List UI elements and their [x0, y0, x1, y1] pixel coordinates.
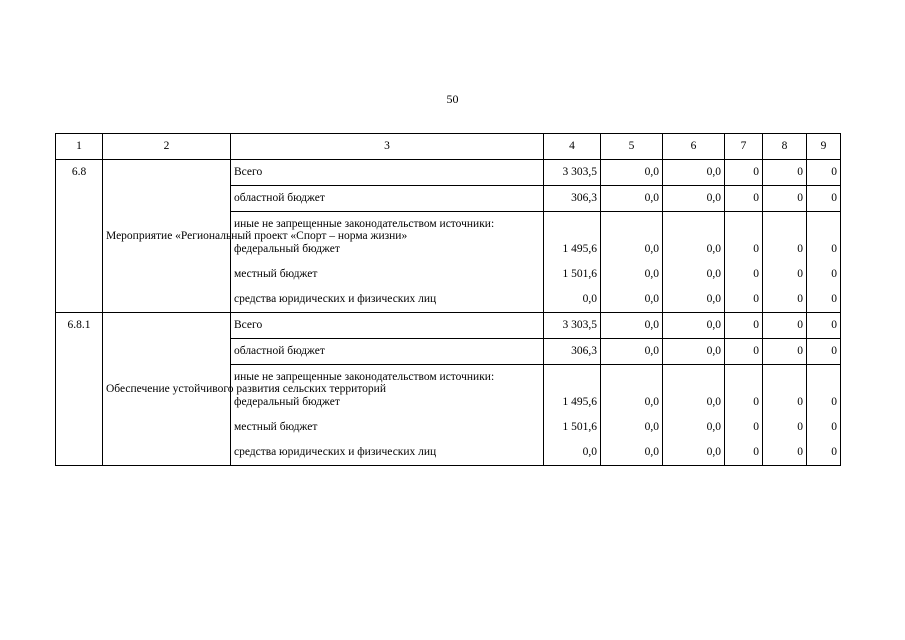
- cell-value: 0: [725, 415, 763, 440]
- cell-value: 0: [807, 440, 841, 466]
- cell-value: 0: [725, 186, 763, 212]
- cell-value: 0: [807, 262, 841, 287]
- section-title: Мероприятие «Региональный проект «Спорт – норма жизни»: [103, 160, 231, 313]
- header-cell: 7: [725, 134, 763, 160]
- cell-value: 0,0: [601, 186, 663, 212]
- cell-value: 0,0: [663, 262, 725, 287]
- cell-value: 0: [725, 160, 763, 186]
- row-label: местный бюджет: [231, 415, 544, 440]
- row-label: областной бюджет: [231, 339, 544, 365]
- cell-value: 0,0: [663, 339, 725, 365]
- cell-value: 0,0: [601, 440, 663, 466]
- cell-value: 0,0: [601, 313, 663, 339]
- cell-value: 0,0: [601, 339, 663, 365]
- cell-value: 0,0: [601, 287, 663, 313]
- header-cell: 1: [56, 134, 103, 160]
- cell-value: 3 303,5: [544, 160, 601, 186]
- cell-value: 0,0: [663, 160, 725, 186]
- cell-value: [763, 365, 807, 391]
- cell-value: 0: [807, 313, 841, 339]
- cell-value: [807, 365, 841, 391]
- cell-value: 0: [763, 160, 807, 186]
- header-cell: 8: [763, 134, 807, 160]
- cell-value: 0: [725, 237, 763, 262]
- cell-value: 306,3: [544, 339, 601, 365]
- cell-value: 0: [725, 339, 763, 365]
- cell-value: 0: [807, 287, 841, 313]
- cell-value: 1 501,6: [544, 262, 601, 287]
- row-label: средства юридических и физических лиц: [231, 440, 544, 466]
- header-cell: 6: [663, 134, 725, 160]
- row-label: местный бюджет: [231, 262, 544, 287]
- cell-value: 0: [763, 186, 807, 212]
- row-label: федеральный бюджет: [231, 237, 544, 262]
- cell-value: [807, 212, 841, 238]
- cell-value: 0: [763, 339, 807, 365]
- cell-value: 0: [763, 287, 807, 313]
- header-cell: 3: [231, 134, 544, 160]
- cell-value: 0: [807, 160, 841, 186]
- cell-value: 0,0: [544, 440, 601, 466]
- cell-value: 0: [763, 262, 807, 287]
- cell-value: 306,3: [544, 186, 601, 212]
- header-row: [56, 134, 841, 160]
- row-label: федеральный бюджет: [231, 390, 544, 415]
- section-title: Обеспечение устойчивого развития сельских территорий: [103, 313, 231, 466]
- cell-value: [601, 212, 663, 238]
- cell-value: 0: [725, 262, 763, 287]
- cell-value: [544, 212, 601, 238]
- cell-value: [544, 365, 601, 391]
- cell-value: 0,0: [601, 415, 663, 440]
- cell-value: 0: [807, 186, 841, 212]
- cell-value: 0: [763, 415, 807, 440]
- header-cell: 9: [807, 134, 841, 160]
- cell-value: 3 303,5: [544, 313, 601, 339]
- cell-value: 0: [763, 237, 807, 262]
- row-label: иные не запрещенные законодательством источники:: [231, 212, 544, 238]
- cell-value: 0: [725, 313, 763, 339]
- cell-value: 0,0: [544, 287, 601, 313]
- cell-value: [725, 212, 763, 238]
- header-cell: 5: [601, 134, 663, 160]
- section-code: 6.8.1: [56, 313, 103, 466]
- row-label: Всего: [231, 160, 544, 186]
- cell-value: 0: [763, 390, 807, 415]
- cell-value: 0,0: [663, 287, 725, 313]
- row-label: иные не запрещенные законодательством источники:: [231, 365, 544, 391]
- cell-value: 0,0: [663, 390, 725, 415]
- cell-value: [663, 212, 725, 238]
- cell-value: 0: [807, 237, 841, 262]
- cell-value: 0: [807, 339, 841, 365]
- cell-value: 1 495,6: [544, 390, 601, 415]
- table-row: [56, 160, 841, 186]
- cell-value: 0,0: [663, 186, 725, 212]
- cell-value: 0: [725, 287, 763, 313]
- page-number: 50: [446, 92, 459, 106]
- cell-value: [663, 365, 725, 391]
- budget-table: [55, 133, 841, 466]
- cell-value: 0,0: [663, 313, 725, 339]
- cell-value: 0: [807, 390, 841, 415]
- table-row: [56, 313, 841, 339]
- header-cell: 4: [544, 134, 601, 160]
- cell-value: 0: [763, 313, 807, 339]
- cell-value: 1 501,6: [544, 415, 601, 440]
- header-cell: 2: [103, 134, 231, 160]
- cell-value: 0: [763, 440, 807, 466]
- cell-value: 0: [725, 440, 763, 466]
- cell-value: 0,0: [601, 237, 663, 262]
- cell-value: 0,0: [663, 237, 725, 262]
- cell-value: 0,0: [663, 440, 725, 466]
- row-label: средства юридических и физических лиц: [231, 287, 544, 313]
- cell-value: 1 495,6: [544, 237, 601, 262]
- row-label: Всего: [231, 313, 544, 339]
- cell-value: 0,0: [601, 262, 663, 287]
- cell-value: 0: [725, 390, 763, 415]
- cell-value: 0,0: [663, 415, 725, 440]
- section-code: 6.8: [56, 160, 103, 313]
- cell-value: 0: [807, 415, 841, 440]
- cell-value: [725, 365, 763, 391]
- cell-value: [763, 212, 807, 238]
- cell-value: [601, 365, 663, 391]
- cell-value: 0,0: [601, 160, 663, 186]
- cell-value: 0,0: [601, 390, 663, 415]
- row-label: областной бюджет: [231, 186, 544, 212]
